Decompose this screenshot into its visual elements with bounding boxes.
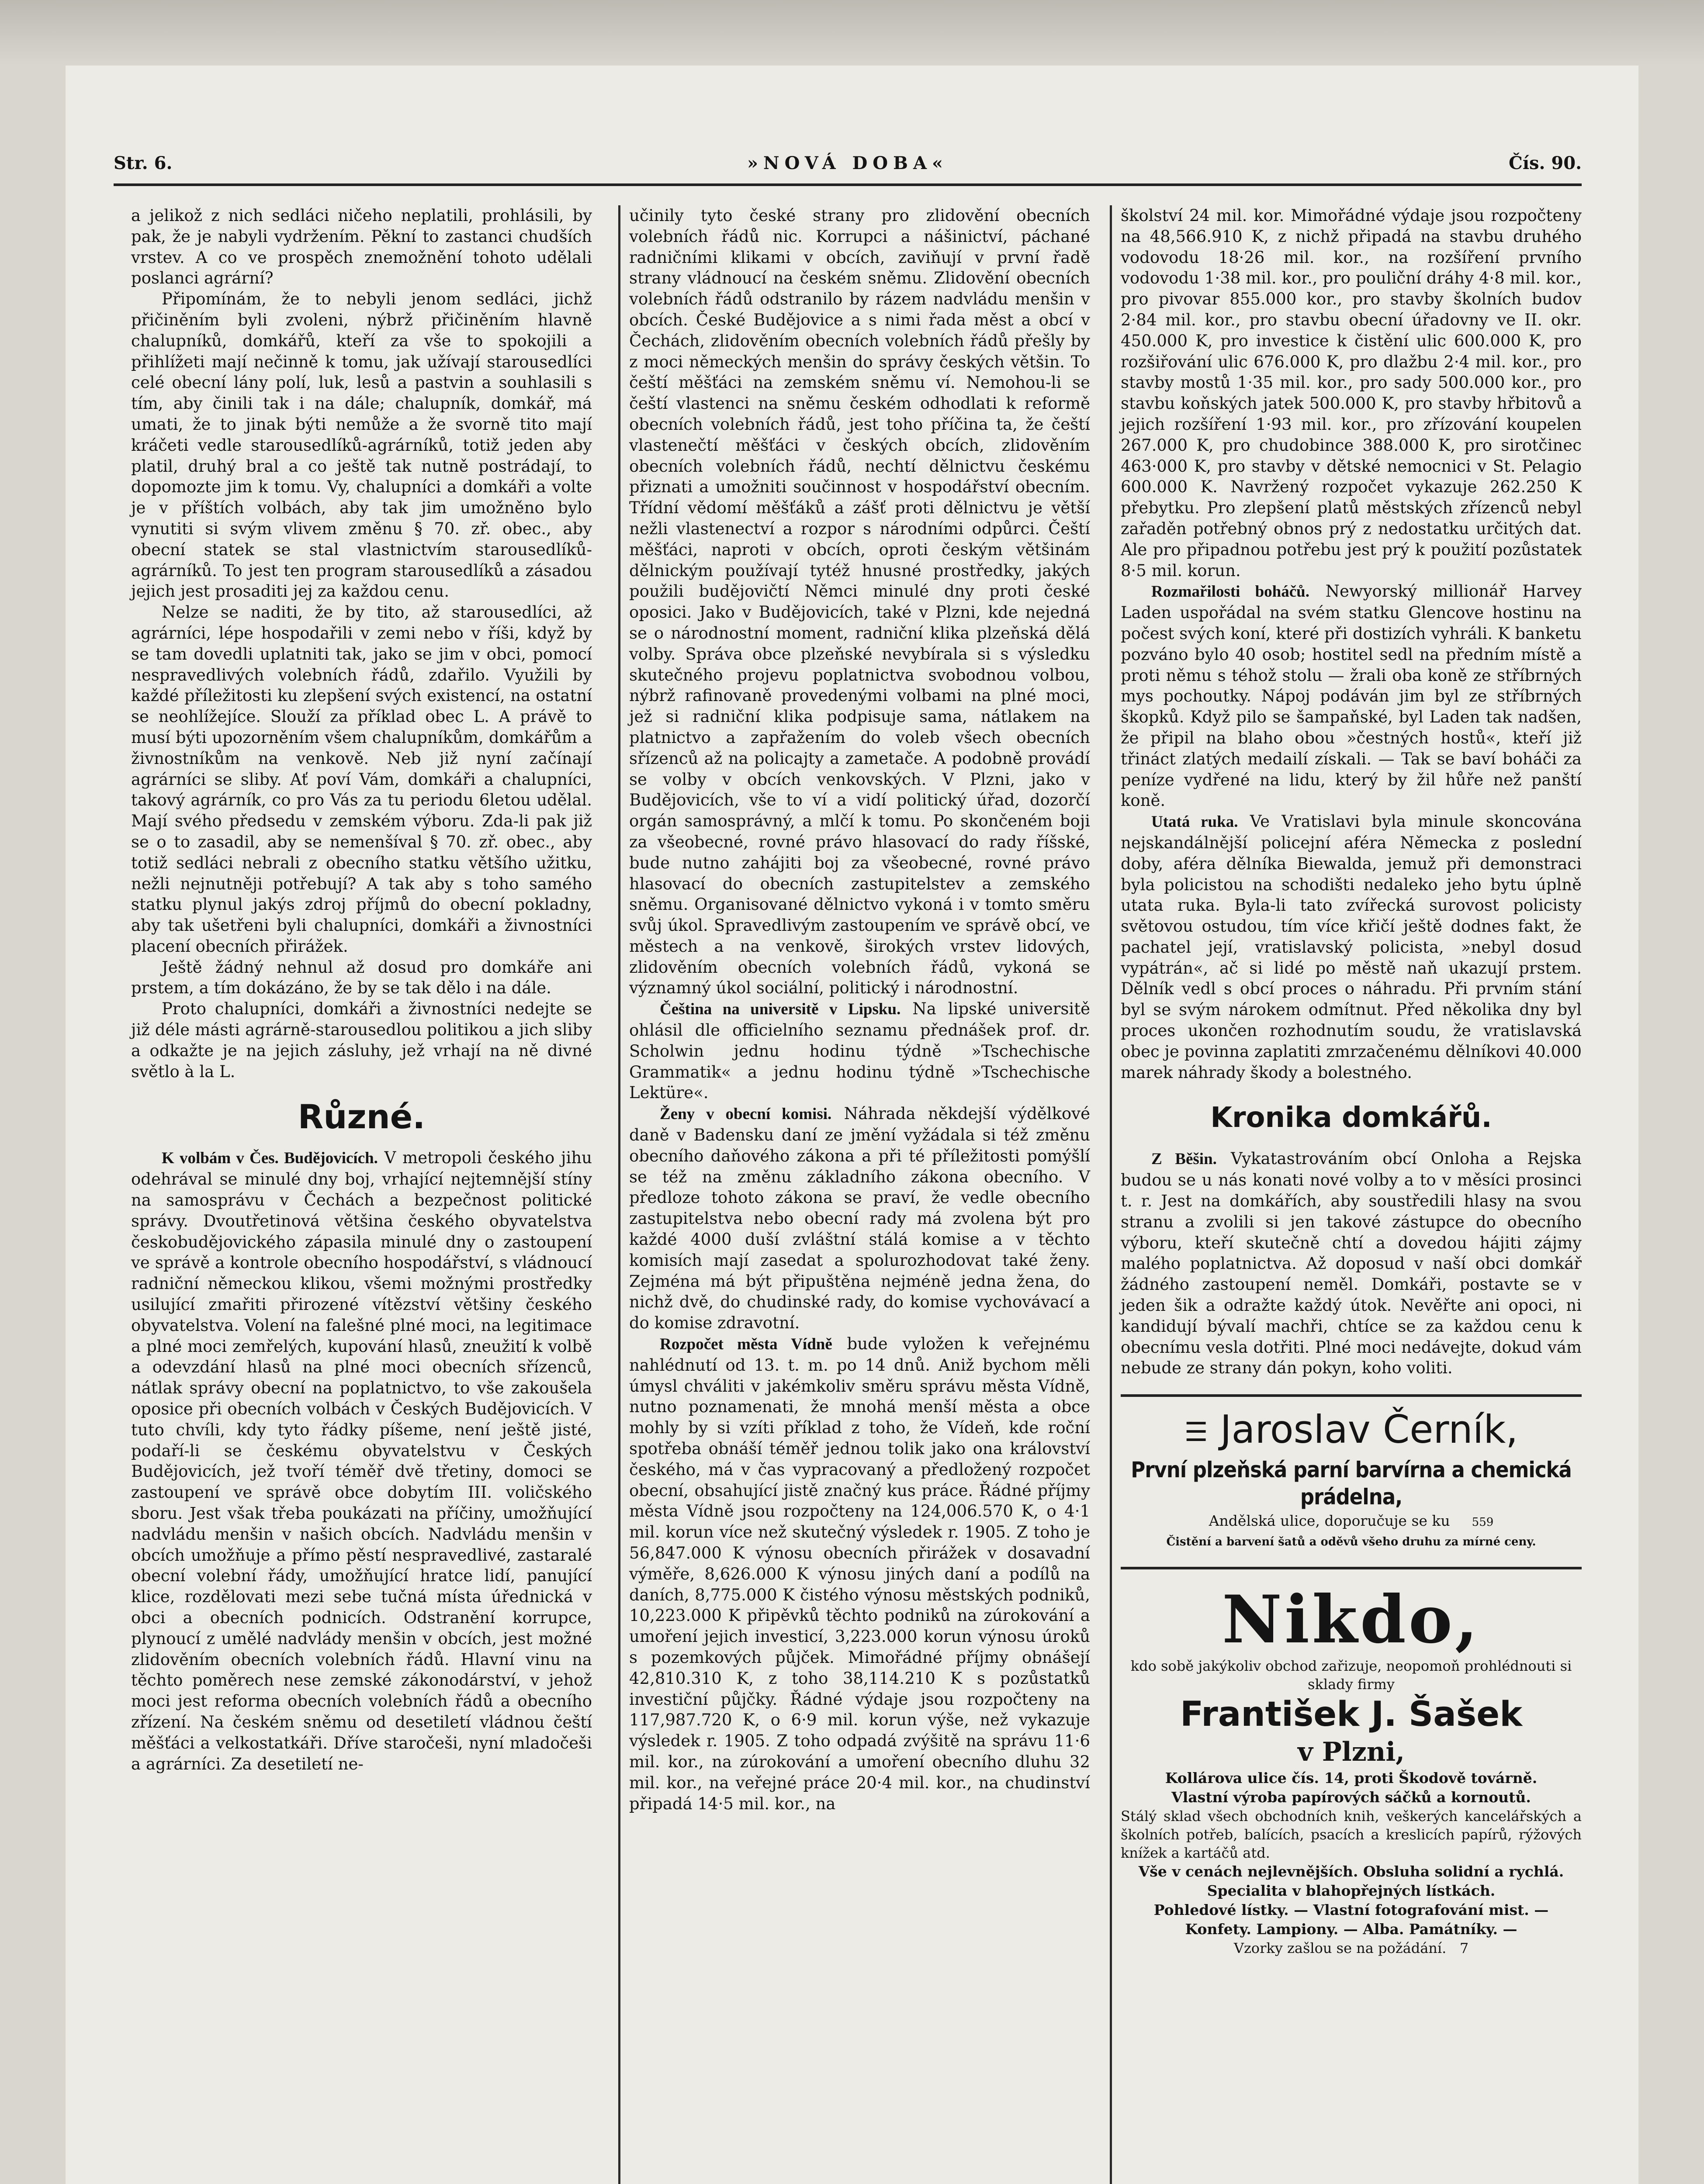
advertisement-cernik [1121, 1394, 1582, 1551]
news-item [629, 999, 1090, 1103]
column-rule [1110, 205, 1112, 2184]
advertisement-sasek [1121, 1567, 1582, 1957]
section-heading: Kronika domkářů. [1210, 1102, 1492, 1134]
ad-company-name: Jaroslav Černík, [1220, 1407, 1518, 1452]
article-paragraph: a jelikož z nich sedláci ničeho neplatili, prohlásili, by pak, že je nabyli vydržením. Pěkní to zastanci chudších vrstev. A co ve prospěch znemožnění tohoto udělali poslanci agrární? [131, 206, 592, 288]
news-item [1121, 1148, 1582, 1379]
ad-text: Pohledové lístky. — Vlastní fotografování mist. — Konfety. Lampiony. — Alba. Památníky. — [1153, 1901, 1549, 1938]
news-headline: K volbám v Čes. Budějovicích. [162, 1149, 378, 1168]
article-paragraph: Ještě žádný nehnul až dosud pro domkáře ani prstem, a tím dokázáno, že by se tak dělo i na dále. [131, 957, 592, 998]
column-rule [618, 205, 620, 2184]
news-body: Na lipské universitě ohlásil dle officielního seznamu přednášek prof. dr. Scholwin jednu hodinu týdně »Tschechische Grammatik« a jednu hodinu týdně »Tschechische Lektüre«. [629, 999, 1090, 1102]
news-headline: Utatá ruka. [1151, 813, 1238, 831]
ad-footer-text: Vzorky zašlou se na požádání. [1233, 1940, 1447, 1957]
running-head [114, 144, 1582, 186]
article-paragraph: školství 24 mil. kor. Mimořádné výdaje jsou rozpočteny na 48,566.910 K, z nichž připadá na stavbu druhého vodovodu 18·26 mil. kor., na rozšíření prvního vodovodu 1·38 mil. kor., pro pouliční dráhy 4·8 mil. kor., pro pivovar 855.000 kor., pro stavby školních budov 2·84 mil. kor., pro stavbu obecní úřadovny ve II. okr. 450.000 K, pro investice k čistění ulic 600.000 K, pro rozšiřování ulic 676.000 K, pro dlažbu 2·4 mil. kor., pro stavby mostů 1·35 mil. kor., pro sady 500.000 kor., pro stavbu koňských jatek 500.000 K, pro stavby hřbitovů a jejich rozšíření 1·93 mil. kor., pro zřízování koupelen 267.000 K, pro chudobince 388.000 K, pro sirotčinec 463·000 K, pro stavby v dětské nemocnici v St. Pelagio 600.000 K. Navržený rozpočet vykazuje 262.250 K přebytku. Pro zlepšení platů městských zřízenců nebyl zařaděn potřebný obnos prý z nedostatku určitých dat. Ale pro připadnou potřebu jest prý k použití pozůstatek 8·5 mil. korun. [1121, 206, 1582, 580]
column-1 [131, 205, 592, 1774]
article-paragraph: Připomínám, že to nebyli jenom sedláci, jichž přičiněním byli zvoleni, nýbrž přičiněním hlavně chalupníků, domkářů, kteří za vše to spokojili a přihlížeti mají nečinně k tomu, jak užívají starousedlíci celé obecní lány polí, luk, lesů a pastvin a souhlasili s tím, aby činili tak i na dále; chalupník, domkář, má umati, že to jinak býti nemůže a že svorně tito mají kráčeti vedle starousedlíků-agrárníků, totiž jeden aby platil, druhý bral a co ještě tak nutně postrádají, to dopomozte jim k tomu. Vy, chalupníci a domkáři a volte je v příštích volbách, aby tak jim umožněno bylo vynutiti si svým vlivem změnu § 70. zř. obec., aby obecní statek se stal vlastnictvím starousedlíků-agrárníků. To jest ten program starousedlíků a zásadou jejich jest prosaditi jej za každou cenu. [131, 290, 592, 601]
ad-tagline: Vlastní výroba papírových sáčků a kornoutů. [1171, 1789, 1531, 1806]
news-body: Náhrada někdejší výdělkové daně v Badensku daní ze jmění vyžádala si též změnu obecního daňového zákona a při té příležitosti pomýšlí se též na změnu základního zákona obecního. V předloze tohoto zákona se praví, že vedle obecního zastupitelstva nebo obecní rady má zvolena být pro každé 4000 duší zvláštní stálá komise a v těchto komisích mají zasedat a spolurozhodovat také ženy. Zejména má být připuštěna nejméně jedna žena, do nichž dvě, do chudinské rady, do komise vychovávací a do komise zdravotní. [629, 1104, 1090, 1333]
ad-heading [1121, 1406, 1582, 1456]
news-body: V metropoli českého jihu odehrával se minulé dny boj, vrhající nejtemnější stíny na samosprávu v Čechách a bezpečnost politické správy. Dvoutřetinová většina českého obyvatelstva českobudějovického zápasila minulé dny o zastoupení ve správě a kontrole obecního hospodářství, s vládnoucí radniční německou klikou, všemi možnými prostředky usilující zmařiti přirozené vítězství většiny českého obyvatelstva. Volení na falešné plné moci, na legitimace a plné moci zemřelých, kupování hlasů, zneužití k volbě a odevzdání hlasů na plné moci obecních sřízenců, nátlak správy obecní na poplatnictvo, to vše zakoušela oposice při obecních volbách v Českých Budějovicích. V tuto chvíli, kdy tyto řádky píšeme, není ještě jisté, podaří-li se českému obyvatelstvu v Českých Budějovicích, jež tvoří téměř dvě třetiny, domoci se zastoupení ve správě obce dobytím III. voličského sboru. Jest však třeba poukázati na příčiny, umožňující nadvládu menšin v našich obcích. Nadvládu menšin v obcích umožňuje a přímo pěstí nespravedlivé, zastaralé obecní volební řády, umožňující hratce lidí, panující klice, rozdělovati mezi sebe tučná místa úřednická v obci a obecních podnicích. Odstranění korrupce, plynoucí z umělé nadvlády menšin v obcích, jest možné zlidověním obecních volebních řádů. Hlavní vinu na těchto poměrech nese zemské zákonodárství, v jehož moci jest reforma obecních volebních řádů a obecního zřízení. Na českém sněmu od desetiletí vládnou čeští měšťáci a velkostatkáři. Dříve staročeši, nyní mladočeši a agrárníci. Za desetiletí ne- [131, 1148, 592, 1773]
news-item [131, 1147, 592, 1774]
column-2 [629, 205, 1090, 1814]
ad-subtitle: První plzeňská parní barvírna a chemická prádelna, [1131, 1457, 1572, 1510]
news-body: bude vyložen k veřejnému nahlédnutí od 13. t. m. po 14 dnů. Aniž bychom měli úmysl chváliti v jakémkoliv směru správu města Vídně, nutno poznamenati, že mnohá menší města a obce mohly by si vzíti příklad z toho, že Vídeň, kde roční spotřeba obnáší téměř jednou tolik jako ona království českého, má v čas vypracovaný a předložený rozpočet obecní, obsahující jistě značný kus práce. Řádné příjmy města Vídně jsou rozpočteny na 124,006.570 K, o 4·1 mil. korun více než skutečný výsledek r. 1905. Z toho je 56,847.000 K výnosu obecních přirážek v dosavadní výměře, 8,626.000 K výnosu jiných daní a podílů na daních, 8,775.000 K čistého výnosu městských podniků, 10,223.000 K připěvků těchto podniků na zúrokování a umoření jejich investicí, 3,223.000 korun výnosu úroků s pozemkových půjček. Mimořádné příjmy obnášejí 42,810.310 K, z toho 38,114.210 K s pozůstatků investiční půjčky. Řádné výdaje jsou rozpočteny na 117,987.720 K, o 6·9 mil. korun výše, než vykazuje výsledek r. 1905. Z toho odpadá zvýšitě na správu 11·6 mil. kor., na zúrokování a umoření obecního dluhu 32 mil. kor., na veřejné práce 20·4 mil. kor., na chudinství připadá 14·5 mil. kor., na [629, 1334, 1090, 1813]
news-item [629, 1103, 1090, 1334]
ad-city: v Plzni, [1297, 1737, 1405, 1768]
news-headline: Rozpočet města Vídně [660, 1335, 832, 1354]
news-body: Newyorský millionář Harvey Laden uspořádal na svém statku Glencove hostinu na počest svých koní, které při dostizích vyhráli. K banketu pozváno bylo 40 osob; hostitel sedl na předním místě a proti němu s téhož stolu — žrali oba koně ze stříbrných mys pochoutky. Nápoj podáván jim byl ze stříbrných škopků. Když pilo se šampaňské, byl Laden tak nadšen, že připil na blaho obou »čestných hostů«, kteří již třináct zlatých medailí získali. — Tak se baví boháči za peníze vydřené na lidu, který by žil hůře než panští koně. [1121, 582, 1582, 810]
news-headline: Ženy v obecní komisi. [660, 1105, 832, 1123]
ad-address-text: Andělská ulice, doporučuje se ku [1209, 1512, 1450, 1530]
ad-text: Specialita v blahopřejných lístkách. [1207, 1882, 1496, 1900]
scan-margin [0, 0, 1704, 66]
news-headline: Z Běšin. [1151, 1150, 1217, 1168]
ad-company-name: František J. Šašek [1180, 1695, 1523, 1735]
news-headline: Rozmařilosti boháčů. [1151, 583, 1309, 601]
article-paragraph: Nelze se naditi, že by tito, až starousedlíci, až agrárníci, lépe hospodařili v zemi nebo v říši, když by se tam dovedli uplatniti tak, jako se jim v obci, pomocí nespravedlivých volebních řádů, zdařilo. Využili by každé příležitosti ku zlepšení svých existencí, na ostatní se neohlížejíce. Slouží za příklad obec L. A právě to musí býti upozorněním všem chalupníkům, domkářům a živnostníkům na venkově. Neb již nyní začínají agrárníci se sliby. Ať poví Vám, domkáři a chalupníci, takový agrárník, co pro Vás za tu periodu 6letou udělal. Mají svého předsedu v zemském výboru. Zda-li pak již se o to zasadil, aby se nemenšíval § 70. zř. obec., aby totiž sedláci nebrali z obecního statku většího užitku, nežli nejnutněji potřebují? A tak aby s toho samého statku plynul jakýs zdroj příjmů do obecní pokladny, aby tak ušetřeni byli chalupníci, domkáři a živnostníci placení obecních přirážek. [131, 603, 592, 956]
ad-heading: Nikdo, [1222, 1581, 1481, 1659]
page-number: Str. 6. [114, 153, 173, 173]
issue-number: Čís. 90. [1509, 153, 1582, 173]
news-body: Ve Vratislavi byla minule skoncována nejskandálnější policejní aféra Německa z poslední doby, aféra dělníka Biewalda, jemuž při demonstraci byla policistou na schodišti nedaleko jeho bytu úplně utata ruka. Byla-li tato zvířecká surovost policisty světovou ostudou, tím více křičí ještě dodnes fakt, že pachatel její, vratislavský policista, »nebyl dosud vypátrán«, ač si lidé po městě naň ukazují prstem. Dělník vedl s obcí proces o náhradu. Při prvním stání byl se svým nárokem odmítnut. Před několika dny byl proces ukončen rozhodnutím soudu, že vratislavská obec je povinna zaplatiti zmrzačenému dělníkovi 40.000 marek náhrady škody a bolestného. [1121, 812, 1582, 1082]
ad-text: Stálý sklad všech obchodních knih, veškerých kancelářských a školních potřeb, balících, psacích a kreslicích papírů, rýžových knížek a kartáčů atd. [1121, 1808, 1582, 1862]
news-item [1121, 811, 1582, 1083]
section-heading: Různé. [298, 1097, 426, 1137]
article-paragraph: Proto chalupníci, domkáři a živnostníci nedejte se již déle másti agrárně-starousedlou politikou a jich sliby a odkažte je na jejich zásluhy, jež vrhají na ně divné světlo à la L. [131, 999, 592, 1081]
news-item [629, 1334, 1090, 1814]
ornament-icon: ☰ [1184, 1417, 1208, 1448]
ad-address: Kollárova ulice čís. 14, proti Škodově továrně. [1165, 1769, 1538, 1787]
news-item [1121, 581, 1582, 811]
ad-footer [1121, 1939, 1582, 1957]
ad-text: Vše v cenách nejlevnějších. Obsluha solidní a rychlá. [1138, 1863, 1564, 1880]
column-3 [1121, 205, 1582, 1957]
ad-text: kdo sobě jakýkoliv obchod zařizuje, neopomoň prohlédnouti si sklady firmy [1130, 1658, 1572, 1693]
news-body: Vykatastrováním obcí Onloha a Rejska budou se u nás konati nové volby a to v měsíci prosinci t. r. Jest na domkářích, aby soustředili hlasy na svou stranu a zvolili si jen takové zástupce do obecního výboru, kteří skutečně chtí a dovedou hájiti zájmy malého poplatnictva. Až doposud v naší obci domkář žádného zastoupení neměl. Domkáři, postavte se v jeden šik a odražte každý útok. Nevěřte ani opoci, ni kandidují bývalí machři, chtíce se za každou cenu k obecnímu vesla dotřiti. Plné moci nedávejte, dokud vám nebude ze strany dán pokyn, koho voliti. [1121, 1149, 1582, 1378]
ad-address [1121, 1510, 1582, 1533]
ad-tagline: Čistění a barvení šatů a oděvů všeho druhu za mírné ceny. [1166, 1535, 1536, 1549]
news-headline: Čeština na universitě v Lipsku. [660, 1000, 901, 1019]
ad-number: 559 [1472, 1516, 1494, 1529]
article-paragraph: učinily tyto české strany pro zlidovění obecních volebních řádů nic. Korrupci a nášinictví, páchané radničními klikami v obcích, zaviňují v první řadě strany vládnoucí na českém sněmu. Zlidovění obecních volebních řádů odstranilo by rázem nadvládu menšin v obcích. České Budějovice a s nimi řada měst a obcí v Čechách, zlidověním obecních volebních řádů přešly by z moci německých menšin do správy českých většin. To čeští měšťáci na zemském sněmu ví. Nemohou-li se čeští vlastenci na sněmu českém odhodlati k reformě obecních volebních řádů, jest toho příčina ta, že čeští vlastenečtí měšťáci v českých obcích, zlidověním obecních volebních řádů, nechtí dělnictvu českému přiznati a umožniti součinnost v hospodářství obecním. Třídní vědomí měšťáků a zášť proti dělnictvu je větší nežli vlastenectví a rozpor s národními odpůrci. Čeští měšťáci, naproti v obcích, oproti českým většinám dělnickým používají tytéž hnusné prostředky, jakých použili budějovičtí Němci minulé dny proti české oposici. Jako v Budějovicích, také v Plzni, kde nejedná se o národnostní moment, radniční klika plzeňská dělá volby. Správa obce plzeňské nevybírala si s výsledku skutečného projevu poplatnictva svobodnou volbou, nýbrž rafinovaně provedenými volbami na plné moci, jež si radniční klika podpisuje sama, nátlakem na platnictvo a zapřažením do voleb všech obecních sřízenců až na policajty a zametače. A podobně provádí se volby v obcích venkovských. V Plzni, jako v Budějovicích, vše to ví a vidí politický úřad, dozorčí orgán samosprávný, a mlčí k tomu. Po skončeném boji za všeobecné, rovné právo hlasovací do rady říšské, bude nutno zahájiti boj za všeobecné, rovné právo hlasovací do obecních zastupitelstev a zemského sněmu. Organisované dělnictvo vykoná i v tomto směru svůj úkol. Spravedlivým zastoupením ve správě obcí, ve městech a na venkově, širokých vrstev lidových, zlidověním obecních volebních řádů, vykoná se významný úkol sociální, politický i národnostní. [629, 206, 1090, 998]
paper-title: »NOVÁ DOBA« [747, 153, 948, 173]
ad-number: 7 [1459, 1940, 1469, 1957]
